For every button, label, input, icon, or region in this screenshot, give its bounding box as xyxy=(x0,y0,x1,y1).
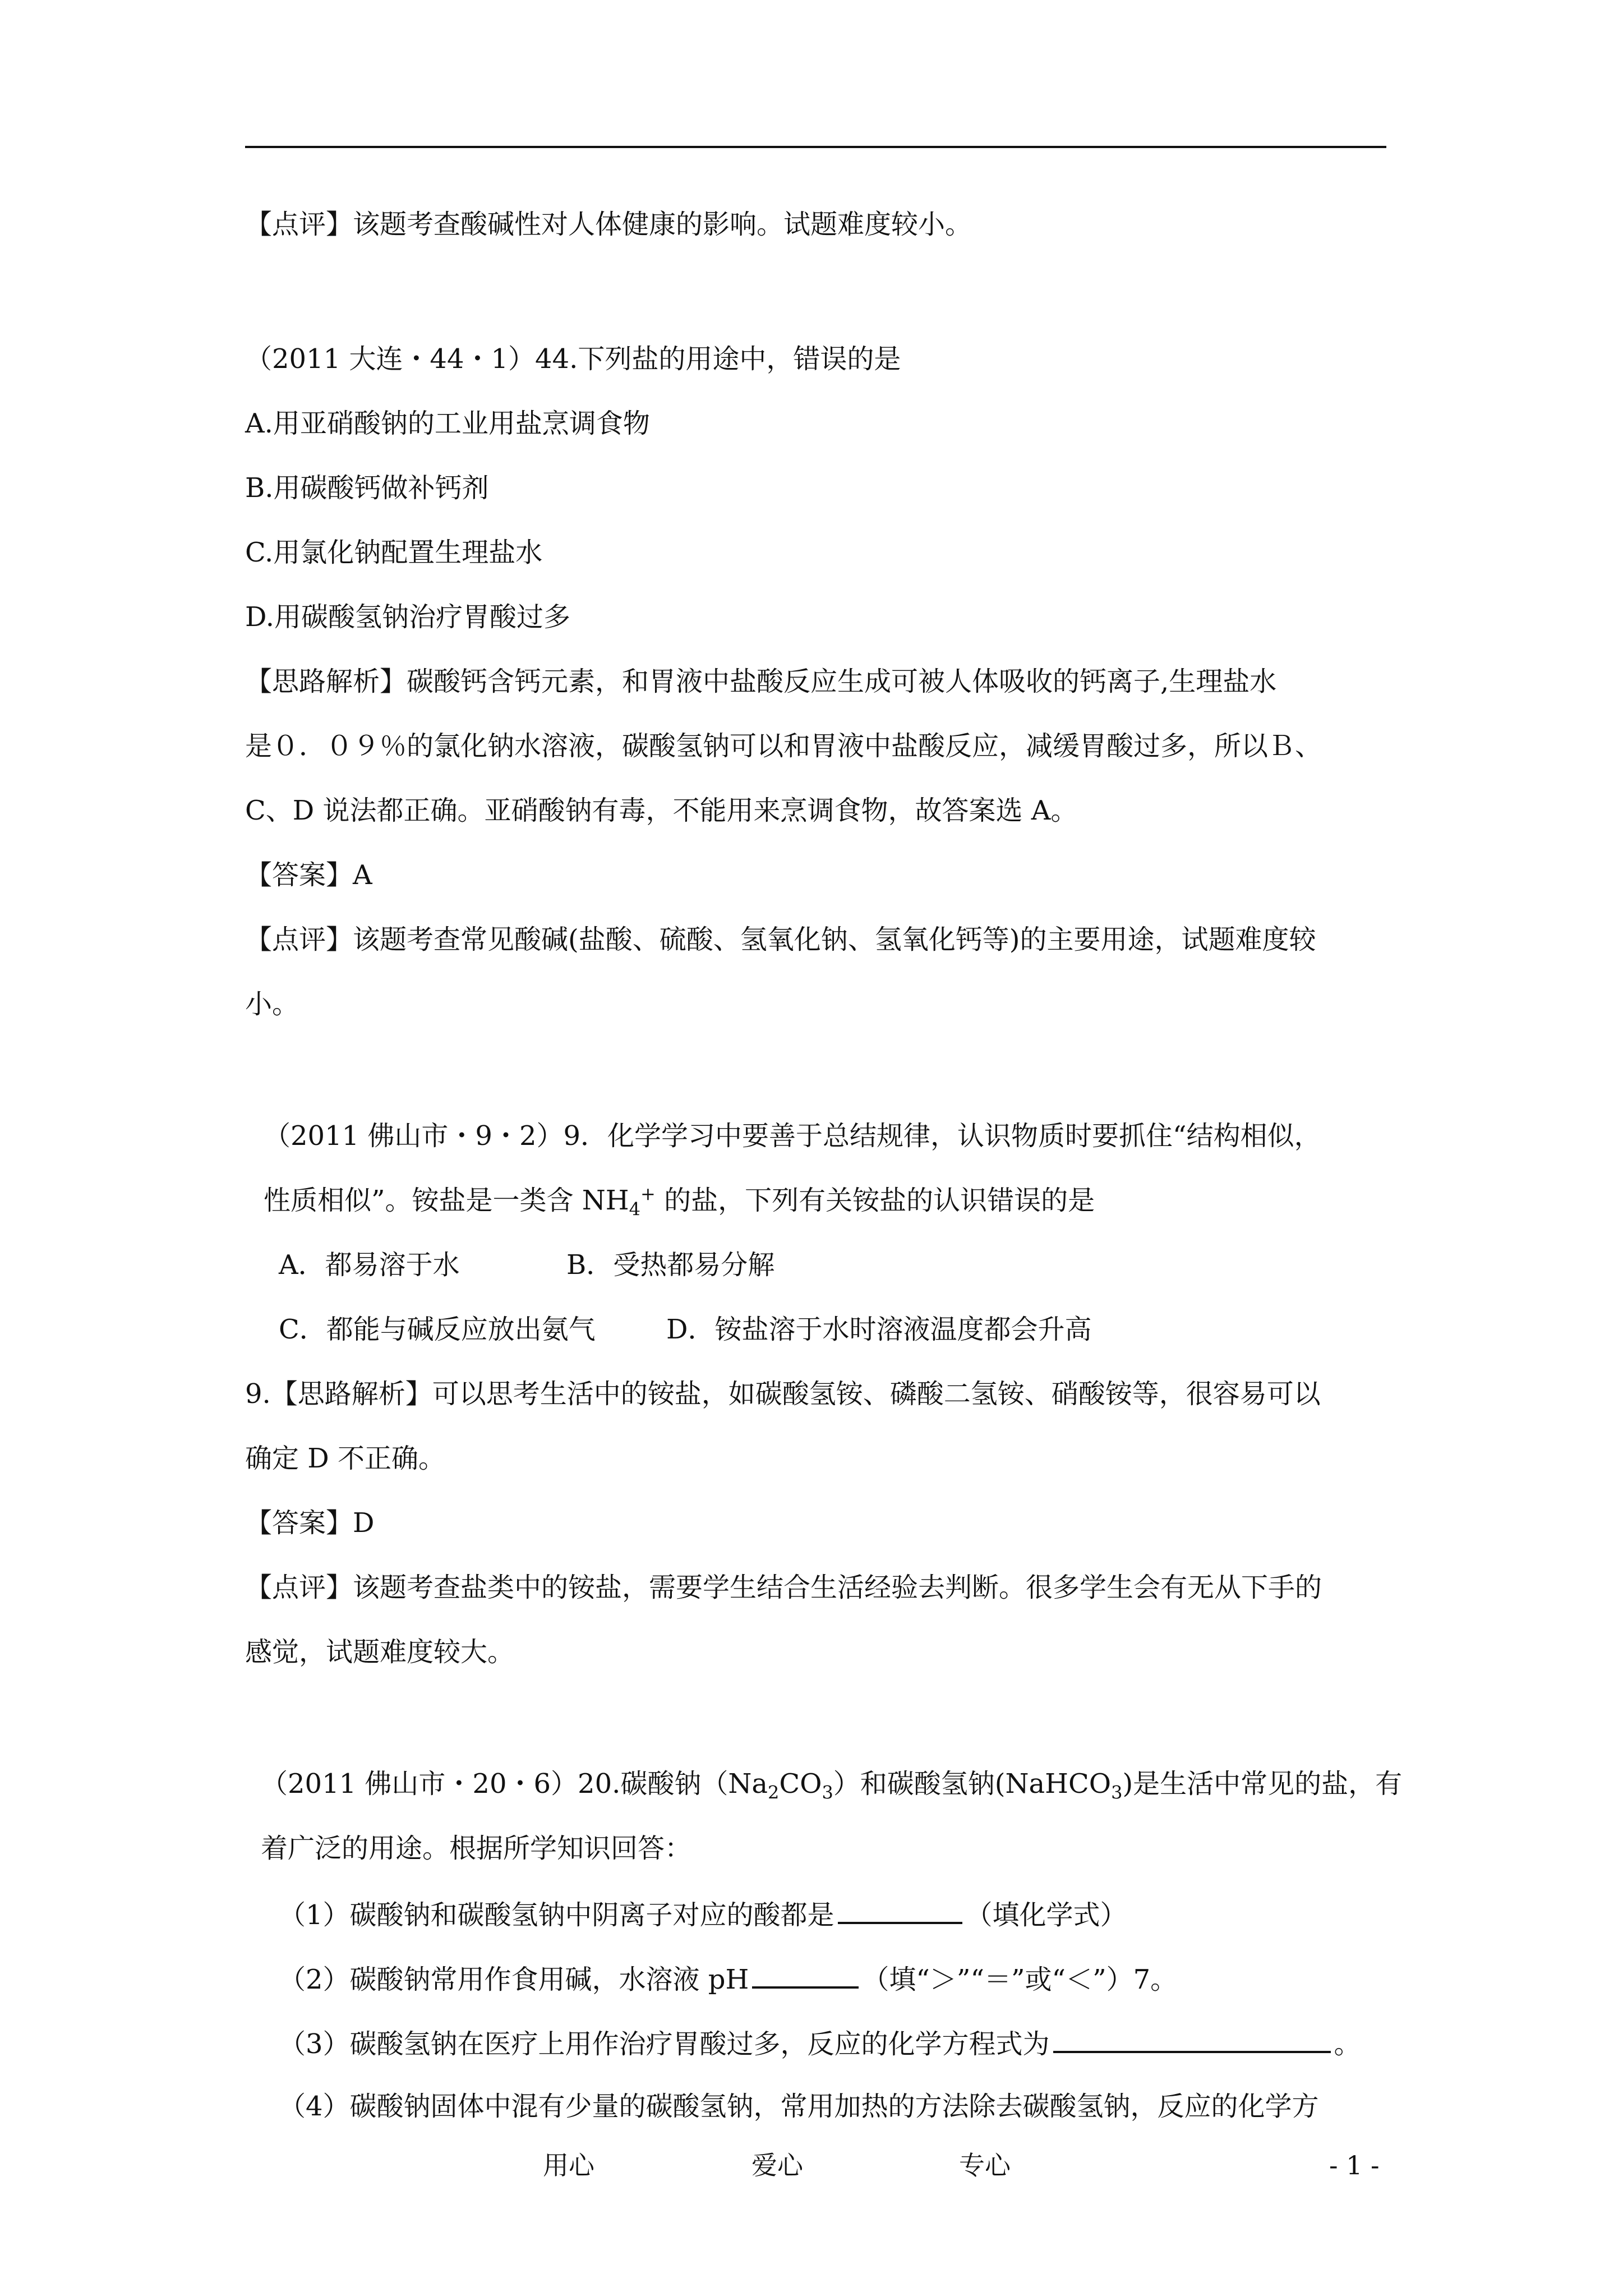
review-note-44-line-1: 【点评】该题考查常见酸碱(盐酸、硫酸、氢氧化钠、氢氧化钙等)的主要用途，试题难度较 xyxy=(245,924,1316,955)
analysis-44-line-3: C、D 说法都正确。亚硝酸钠有毒，不能用来烹调食物，故答案选 A。 xyxy=(245,795,1078,826)
question-20-stem-line-2: 着广泛的用途。根据所学知识回答： xyxy=(261,1833,692,1864)
question-9-option-a: A．都易溶于水 xyxy=(279,1249,460,1281)
answer-blank-1[interactable] xyxy=(838,1896,962,1924)
footer-motto-1: 用心 xyxy=(543,2150,594,2180)
analysis-9-line-1: 9.【思路解析】可以思考生活中的铵盐，如碳酸氢铵、磷酸二氢铵、硝酸铵等，很容易可以 xyxy=(245,1378,1321,1410)
review-note-9-line-1: 【点评】该题考查盐类中的铵盐，需要学生结合生活经验去判断。很多学生会有无从下手的 xyxy=(245,1572,1322,1603)
analysis-9-line-2: 确定 D 不正确。 xyxy=(245,1443,446,1474)
analysis-44-line-2: 是０．０９％的氯化钠水溶液，碳酸氢钠可以和胃液中盐酸反应，减缓胃酸过多，所以Ｂ、 xyxy=(245,730,1322,762)
answer-44: 【答案】A xyxy=(245,859,372,891)
footer-motto-2: 爱心 xyxy=(751,2150,803,2180)
question-44-option-a: A.用亚硝酸钠的工业用盐烹调食物 xyxy=(245,408,650,439)
question-44-option-b: B.用碳酸钙做补钙剂 xyxy=(245,472,489,504)
review-note-9-line-2: 感觉，试题难度较大。 xyxy=(245,1636,515,1668)
answer-blank-3[interactable] xyxy=(1053,2025,1331,2053)
question-9-option-c: C．都能与碱反应放出氨气 xyxy=(279,1314,596,1345)
review-note-44-line-2: 小。 xyxy=(245,988,299,1020)
question-44-stem: （2011 大连・44・1）44.下列盐的用途中，错误的是 xyxy=(245,343,901,375)
question-20-stem-line-1: （2011 佛山市・20・6）20.碳酸钠$(Na_2CO_3)$和碳酸氢钠(NaHCO$_3$)是生活中常见的盐，有 xyxy=(261,1768,1403,1803)
header-rule xyxy=(245,146,1386,148)
answer-9: 【答案】D xyxy=(245,1507,375,1539)
footer-motto-3: 专心 xyxy=(959,2150,1011,2180)
review-note-1: 【点评】该题考查酸碱性对人体健康的影响。试题难度较小。 xyxy=(245,209,972,240)
question-9-option-d: D．铵盐溶于水时溶液温度都会升高 xyxy=(666,1314,1092,1345)
question-9-option-b: B．受热都易分解 xyxy=(566,1249,775,1281)
analysis-44-line-1: 【思路解析】碳酸钙含钙元素，和胃液中盐酸反应生成可被人体吸收的钙离子,生理盐水 xyxy=(245,666,1277,697)
page-number: - 1 - xyxy=(1329,2150,1380,2180)
question-9-stem-line-1: （2011 佛山市・9・2）9．化学学习中要善于总结规律，认识物质时要抓住“结构相似， xyxy=(264,1120,1321,1152)
question-44-option-d: D.用碳酸氢钠治疗胃酸过多 xyxy=(245,601,571,633)
question-20-part-1: （1）碳酸钠和碳酸氢钠中阴离子对应的酸都是 （填化学式） xyxy=(279,1896,1127,1932)
question-20-part-3: （3）碳酸氢钠在医疗上用作治疗胃酸过多，反应的化学方程式为 。 xyxy=(279,2025,1361,2061)
answer-blank-2[interactable] xyxy=(752,1961,859,1989)
question-20-part-2: （2）碳酸钠常用作食用碱，水溶液 pH （填“＞”“＝”或“＜”）7。 xyxy=(279,1961,1177,1996)
question-9-stem-line-2: 性质相似”。铵盐是一类含 $NH_4^+$ 的盐，下列有关铵盐的认识错误的是 xyxy=(264,1183,1095,1220)
question-44-option-c: C.用氯化钠配置生理盐水 xyxy=(245,537,543,568)
question-20-part-4: （4）碳酸钠固体中混有少量的碳酸氢钠，常用加热的方法除去碳酸氢钠，反应的化学方 xyxy=(279,2091,1319,2122)
